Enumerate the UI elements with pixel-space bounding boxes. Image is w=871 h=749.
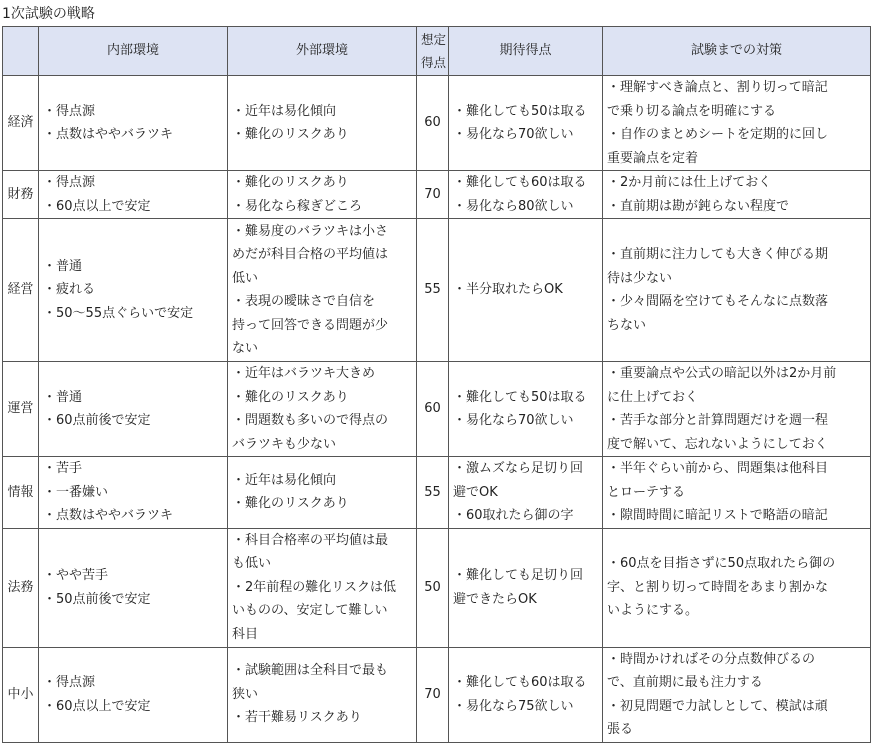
header-measures: 試験までの対策 bbox=[603, 27, 871, 76]
measures-cell-line: とローテする bbox=[607, 484, 686, 500]
measures-cell-line: いようにする。 bbox=[607, 603, 699, 619]
score-cell: 70 bbox=[417, 647, 449, 742]
measures-cell bbox=[603, 528, 871, 647]
external-cell bbox=[228, 362, 417, 457]
internal-cell-line: ・一番嫌い bbox=[43, 484, 109, 500]
table-caption: 1次試験の戦略 bbox=[2, 6, 95, 22]
internal-cell-line: ・点数はややバラツキ bbox=[43, 127, 174, 142]
measures-cell-line: 重要論点を定着 bbox=[607, 150, 699, 166]
table-row bbox=[3, 76, 871, 171]
external-cell bbox=[228, 647, 417, 742]
internal-cell-line: ・得点源 bbox=[43, 175, 96, 190]
internal-cell-line: ・50～55点ぐらいで安定 bbox=[43, 305, 194, 321]
internal-cell-line: ・60点前後で安定 bbox=[43, 413, 151, 428]
table-row bbox=[3, 457, 871, 529]
subject-cell: 法務 bbox=[3, 528, 39, 647]
internal-cell-line: ・60点以上で安定 bbox=[43, 198, 151, 214]
expected-cell-line: ・難化しても60は取る bbox=[453, 175, 587, 190]
measures-cell-line: 待は少ない bbox=[607, 270, 673, 286]
measures-cell-line: ・理解すべき論点と、割り切って暗記 bbox=[607, 80, 828, 95]
expected-cell-line: ・易化なら75欲しい bbox=[453, 698, 574, 714]
internal-cell-line: ・60点以上で安定 bbox=[43, 698, 151, 714]
header-expected: 期待得点 bbox=[449, 27, 603, 76]
measures-cell-line: ちない bbox=[607, 317, 647, 333]
measures-cell-line: ・重要論点や公式の暗記以外は2か月前 bbox=[607, 366, 837, 381]
external-cell-line: ・2年前程の難化リスクは低 bbox=[232, 579, 397, 595]
header-external: 外部環境 bbox=[228, 27, 417, 76]
external-cell-line: ・問題数も多いので得点の bbox=[232, 413, 389, 428]
external-cell-line: ・近年は易化傾向 bbox=[232, 472, 337, 488]
subject-cell: 中小 bbox=[3, 647, 39, 742]
external-cell-line: ・表現の曖昧さで自信を bbox=[232, 294, 376, 309]
expected-cell-line: ・難化しても50は取る bbox=[453, 389, 587, 405]
expected-cell bbox=[449, 457, 603, 529]
internal-cell bbox=[39, 647, 228, 742]
external-cell bbox=[228, 528, 417, 647]
external-cell-line: ・科目合格率の平均値は最 bbox=[232, 532, 389, 548]
external-cell-line: めだが科目合格の平均値は bbox=[232, 247, 389, 262]
table-row bbox=[3, 528, 871, 647]
measures-cell bbox=[603, 76, 871, 171]
external-cell-line: 狭い bbox=[232, 686, 259, 702]
expected-cell bbox=[449, 76, 603, 171]
expected-cell-line: ・激ムズなら足切り回 bbox=[453, 461, 584, 476]
measures-cell-line: ・少々間隔を空けてもそんなに点数落 bbox=[607, 294, 829, 309]
external-cell bbox=[228, 76, 417, 171]
header-score-line2: 得点 bbox=[421, 55, 447, 70]
measures-cell bbox=[603, 219, 871, 362]
subject-cell: 財務 bbox=[3, 171, 39, 219]
measures-cell-line: ・隙間時間に暗記リストで略語の暗記 bbox=[607, 508, 828, 523]
external-cell bbox=[228, 171, 417, 219]
expected-cell-line: ・難化しても60は取る bbox=[453, 675, 587, 690]
table-row bbox=[3, 647, 871, 742]
internal-cell-line: ・点数はややバラツキ bbox=[43, 508, 174, 523]
external-cell-line: ・若干難易リスクあり bbox=[232, 710, 362, 726]
measures-cell-line: ・直前期に注力しても大きく伸びる期 bbox=[607, 247, 829, 262]
strategy-table bbox=[2, 26, 871, 743]
measures-cell-line: 張る bbox=[607, 722, 634, 737]
measures-cell bbox=[603, 647, 871, 742]
expected-cell-line: 避できたらOK bbox=[453, 591, 537, 607]
table-row bbox=[3, 219, 871, 362]
header-row bbox=[3, 27, 871, 76]
external-cell-line: も低い bbox=[232, 556, 272, 572]
subject-cell: 経営 bbox=[3, 219, 39, 362]
expected-cell bbox=[449, 171, 603, 219]
external-cell bbox=[228, 219, 417, 362]
internal-cell-line: ・やや苦手 bbox=[43, 568, 109, 583]
header-score-line1: 想定 bbox=[421, 31, 447, 47]
subject-cell: 情報 bbox=[3, 457, 39, 529]
header-score bbox=[417, 27, 449, 76]
external-cell-line: ない bbox=[232, 341, 259, 356]
measures-cell-line: ・時間かければその分点数伸びるの bbox=[607, 651, 816, 667]
external-cell-line: ・近年は易化傾向 bbox=[232, 103, 337, 119]
score-cell: 70 bbox=[417, 171, 449, 219]
header-subject bbox=[3, 27, 39, 76]
measures-cell-line: に仕上げておく bbox=[607, 389, 699, 405]
score-cell: 60 bbox=[417, 362, 449, 457]
internal-cell bbox=[39, 76, 228, 171]
measures-cell-line: ・自作のまとめシートを定期的に回し bbox=[607, 127, 829, 142]
expected-cell-line: ・半分取れたらOK bbox=[453, 282, 563, 298]
external-cell-line: いものの、安定して難しい bbox=[232, 603, 388, 619]
expected-cell bbox=[449, 528, 603, 647]
external-cell bbox=[228, 457, 417, 529]
expected-cell-line: 避でOK bbox=[453, 484, 498, 500]
subject-cell: 経済 bbox=[3, 76, 39, 171]
table-row bbox=[3, 362, 871, 457]
measures-cell-line: で乗り切る論点を明確にする bbox=[607, 103, 777, 119]
measures-cell-line: ・半年ぐらい前から、問題集は他科目 bbox=[607, 461, 829, 476]
internal-cell-line: ・普通 bbox=[43, 258, 83, 274]
expected-cell-line: ・60取れたら御の字 bbox=[453, 508, 574, 523]
measures-cell bbox=[603, 362, 871, 457]
measures-cell bbox=[603, 457, 871, 529]
external-cell-line: バラツキも少ない bbox=[232, 436, 337, 452]
external-cell-line: ・難化のリスクあり bbox=[232, 127, 349, 142]
score-cell: 50 bbox=[417, 528, 449, 647]
expected-cell bbox=[449, 362, 603, 457]
measures-cell-line: ・60点を目指さずに50点取れたら御の bbox=[607, 556, 836, 572]
expected-cell-line: ・易化なら70欲しい bbox=[453, 413, 574, 428]
external-cell-line: ・易化なら稼ぎどころ bbox=[232, 198, 363, 214]
expected-cell-line: ・易化なら80欲しい bbox=[453, 198, 574, 214]
internal-cell bbox=[39, 171, 228, 219]
internal-cell-line: ・得点源 bbox=[43, 675, 96, 690]
external-cell-line: ・難易度のバラツキは小さ bbox=[232, 223, 389, 239]
external-cell-line: ・試験範囲は全科目で最も bbox=[232, 663, 389, 679]
expected-cell-line: ・難化しても足切り回 bbox=[453, 568, 584, 583]
internal-cell-line: ・得点源 bbox=[43, 103, 96, 119]
score-cell: 55 bbox=[417, 457, 449, 529]
external-cell-line: ・難化のリスクあり bbox=[232, 175, 349, 190]
external-cell-line: 持って回答できる問題が少 bbox=[232, 317, 389, 333]
subject-cell: 運営 bbox=[3, 362, 39, 457]
measures-cell bbox=[603, 171, 871, 219]
expected-cell bbox=[449, 647, 603, 742]
measures-cell-line: 度で解いて、忘れないようにしておく bbox=[607, 436, 828, 452]
measures-cell-line: ・2か月前には仕上げておく bbox=[607, 175, 772, 190]
internal-cell bbox=[39, 457, 228, 529]
external-cell-line: ・近年はバラツキ大きめ bbox=[232, 366, 376, 381]
internal-cell-line: ・苦手 bbox=[43, 461, 83, 476]
expected-cell-line: ・難化しても50は取る bbox=[453, 103, 587, 119]
internal-cell bbox=[39, 528, 228, 647]
internal-cell bbox=[39, 362, 228, 457]
external-cell-line: ・難化のリスクあり bbox=[232, 496, 349, 512]
score-cell: 60 bbox=[417, 76, 449, 171]
external-cell-line: 低い bbox=[232, 270, 259, 286]
external-cell-line: ・難化のリスクあり bbox=[232, 389, 349, 405]
expected-cell bbox=[449, 219, 603, 362]
table-row bbox=[3, 171, 871, 219]
measures-cell-line: 字、と割り切って時間をあまり割かな bbox=[607, 579, 829, 595]
measures-cell-line: で、直前期に最も注力する bbox=[607, 675, 763, 690]
internal-cell bbox=[39, 219, 228, 362]
internal-cell-line: ・50点前後で安定 bbox=[43, 591, 151, 607]
expected-cell-line: ・易化なら70欲しい bbox=[453, 127, 574, 142]
external-cell-line: 科目 bbox=[232, 626, 259, 642]
measures-cell-line: ・直前期は勘が鈍らない程度で bbox=[607, 198, 790, 214]
measures-cell-line: ・初見問題で力試しとして、模試は頑 bbox=[607, 698, 828, 714]
header-internal: 内部環境 bbox=[39, 27, 228, 76]
score-cell: 55 bbox=[417, 219, 449, 362]
measures-cell-line: ・苦手な部分と計算問題だけを週一程 bbox=[607, 413, 829, 428]
internal-cell-line: ・普通 bbox=[43, 389, 83, 405]
internal-cell-line: ・疲れる bbox=[43, 282, 96, 298]
